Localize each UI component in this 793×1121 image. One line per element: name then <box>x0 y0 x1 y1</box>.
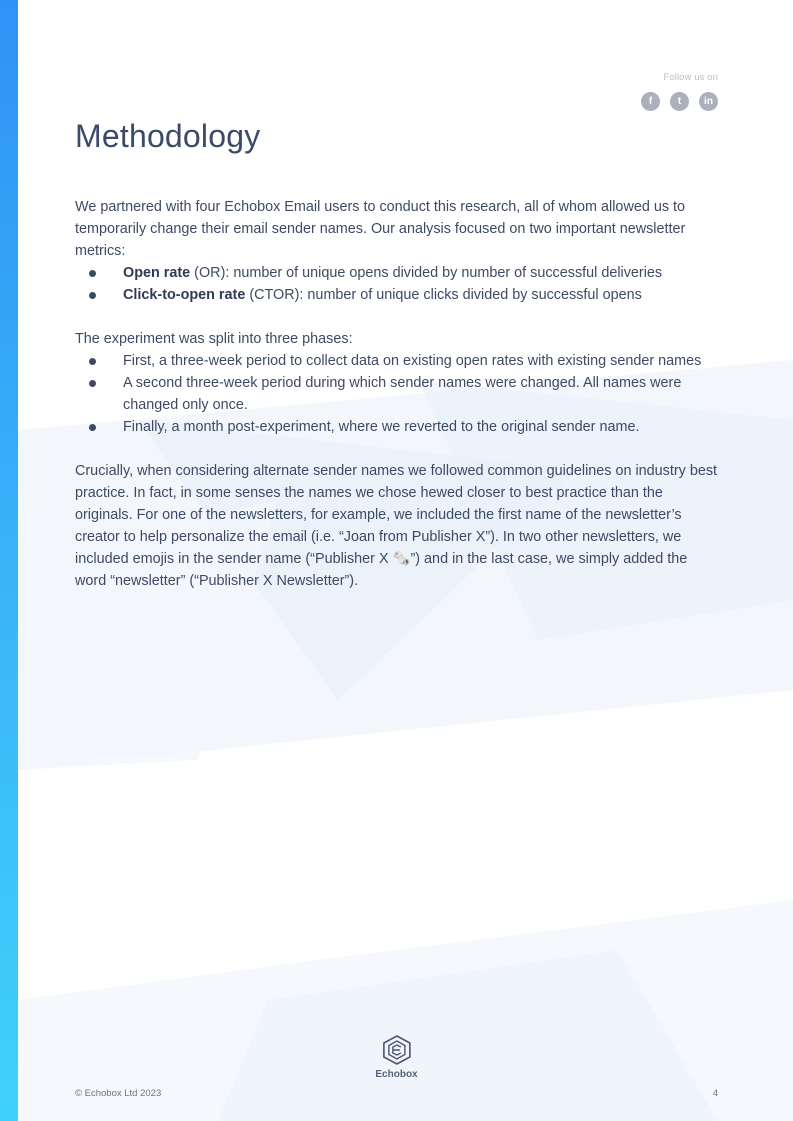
bullet-icon <box>89 358 96 365</box>
social-links <box>598 92 718 111</box>
phases-intro: The experiment was split into three phases: <box>75 331 353 347</box>
phases-list <box>75 350 720 438</box>
intro-paragraph: We partnered with four Echobox Email users to conduct this research, all of whom allowed us to temporarily change their email sender names. Our analysis focused on two important newsletter metrics: <box>75 199 686 259</box>
metric-description: (CTOR): number of unique clicks divided by successful opens <box>245 287 642 303</box>
facebook-icon[interactable]: f <box>641 92 660 111</box>
page-title: Methodology <box>75 118 261 154</box>
linkedin-icon[interactable]: in <box>699 92 718 111</box>
page-number: 4 <box>712 1088 718 1099</box>
footer-logo <box>375 1034 417 1080</box>
list-item <box>75 350 720 372</box>
bullet-icon <box>89 270 96 277</box>
list-item <box>75 416 720 438</box>
bullet-icon <box>89 424 96 431</box>
bullet-icon <box>89 292 96 299</box>
main-content <box>75 118 720 592</box>
follow-us-label: Follow us on <box>663 72 718 83</box>
closing-paragraph: Crucially, when considering alternate sender names we followed common guidelines on industry best practice. In fact, in some senses the names we chose hewed closer to best practice than the originals. For one of the newsletters, for example, we included the first name of the newsletter’s creator to help personalize the email (i.e. “Joan from Publisher X”). In two other newsletters, we included emojis in the sender name (“Publisher X 🗞️”) and in the last case, we simply added the word “newsletter” (“Publisher X Newsletter”). <box>75 463 718 589</box>
bullet-icon <box>89 380 96 387</box>
list-item <box>75 284 720 306</box>
accent-bar <box>0 0 18 1121</box>
brand-name: Echobox <box>375 1069 418 1080</box>
metric-description: (OR): number of unique opens divided by number of successful deliveries <box>190 265 663 281</box>
list-item <box>75 262 720 284</box>
metric-term: Open rate <box>123 265 191 281</box>
echobox-logo-icon <box>381 1034 411 1066</box>
twitter-icon[interactable]: t <box>670 92 689 111</box>
follow-us <box>598 72 718 111</box>
phase-text: A second three-week period during which sender names were changed. All names were changed only once. <box>123 375 682 413</box>
metric-term: Click-to-open rate <box>123 287 246 303</box>
phase-text: Finally, a month post-experiment, where we reverted to the original sender name. <box>123 419 640 435</box>
copyright: © Echobox Ltd 2023 <box>75 1088 162 1099</box>
list-item <box>75 372 720 416</box>
phase-text: First, a three-week period to collect data on existing open rates with existing sender names <box>123 353 702 369</box>
metrics-list <box>75 262 720 306</box>
